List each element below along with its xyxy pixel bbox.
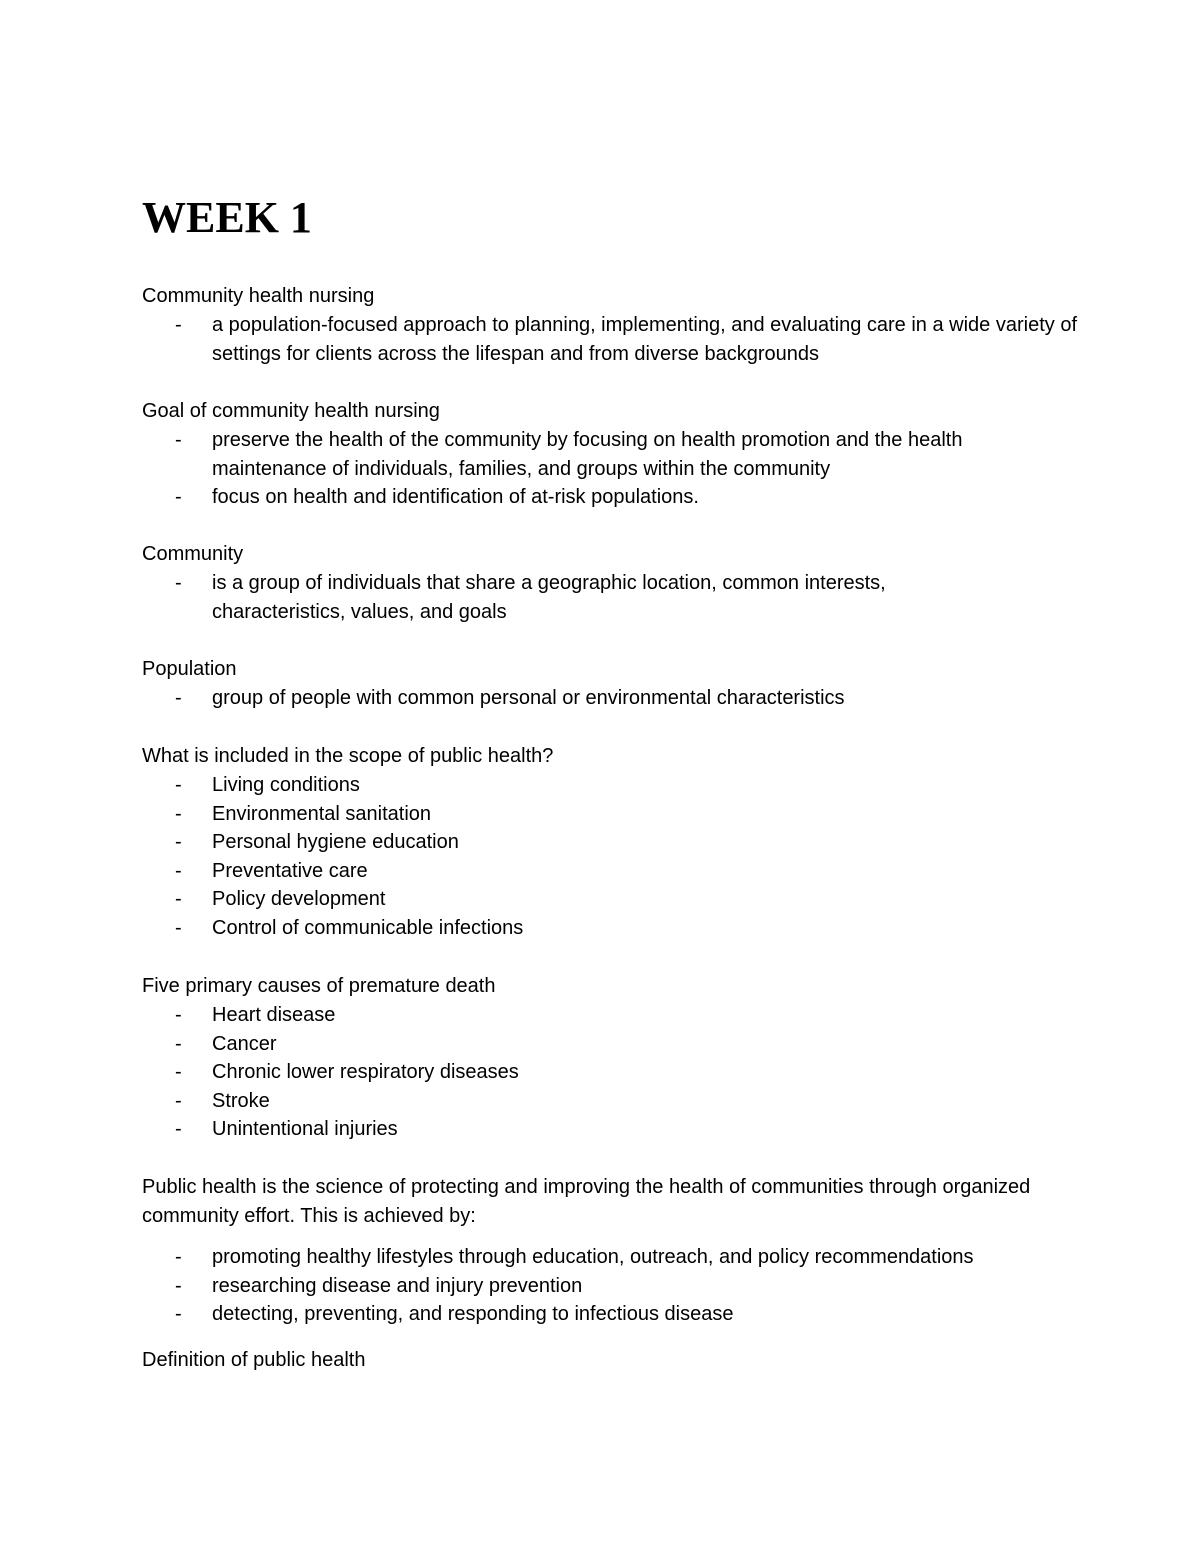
section-heading: Five primary causes of premature death (142, 975, 496, 997)
bullet-dash: - (175, 572, 182, 594)
bullet-dash: - (175, 831, 182, 853)
section-community-health-nursing (142, 282, 1082, 368)
bullet-dash: - (175, 1004, 182, 1026)
section-public-health-achieved-by (142, 1173, 1042, 1329)
bullet-dash: - (175, 774, 182, 796)
list-item: - detecting, preventing, and responding to infectious disease (142, 1300, 1042, 1329)
bullet-list (142, 569, 1082, 626)
section-heading: What is included in the scope of public health? (142, 745, 554, 767)
bullet-list (142, 426, 1082, 512)
bullet-dash: - (175, 687, 182, 709)
bullet-dash: - (175, 1061, 182, 1083)
section-scope-of-public-health (142, 742, 1082, 942)
list-item: - Control of communicable infections (142, 914, 1082, 943)
section-heading: Definition of public health (142, 1349, 366, 1371)
section-heading: Community (142, 543, 244, 565)
bullet-dash: - (175, 486, 182, 508)
bullet-list (142, 684, 1082, 713)
list-item: - Personal hygiene education (142, 828, 1082, 857)
page-title: WEEK 1 (142, 193, 312, 242)
bullet-dash: - (175, 429, 182, 451)
section-heading: Goal of community health nursing (142, 400, 440, 422)
list-item: - Stroke (142, 1087, 1082, 1116)
section-causes-of-premature-death (142, 972, 1082, 1144)
section-goal-of-community-health-nursing (142, 397, 1082, 512)
bullet-dash: - (175, 314, 182, 336)
list-item: - focus on health and identification of at-risk populations. (142, 483, 1082, 512)
bullet-list (142, 1243, 1042, 1329)
bullet-dash: - (175, 1303, 182, 1325)
bullet-dash: - (175, 1118, 182, 1140)
bullet-list (142, 771, 1082, 942)
bullet-dash: - (175, 1032, 182, 1055)
bullet-dash: - (175, 916, 182, 939)
bullet-list (142, 1001, 1082, 1144)
bullet-dash: - (175, 1274, 182, 1297)
section-heading: Population (142, 658, 237, 680)
list-item: - preserve the health of the community by focusing on health promotion and the health maintenance of individuals, families, and groups within the community (142, 426, 1082, 483)
list-item: - Chronic lower respiratory diseases (142, 1058, 1082, 1087)
list-item: - Preventative care (142, 857, 1082, 886)
bullet-dash: - (175, 802, 182, 825)
list-item: - Unintentional injuries (142, 1115, 1082, 1144)
section-heading: Community health nursing (142, 285, 375, 307)
bullet-dash: - (175, 888, 182, 910)
list-item: - promoting healthy lifestyles through education, outreach, and policy recommendations (142, 1243, 1042, 1272)
bullet-dash: - (175, 1246, 182, 1268)
bullet-list (142, 311, 1082, 368)
list-item: - group of people with common personal or environmental characteristics (142, 684, 1082, 713)
list-item: - is a group of individuals that share a geographic location, common interests, characteristics, values, and goals (142, 569, 1082, 626)
list-item: - Environmental sanitation (142, 800, 1082, 829)
section-community (142, 540, 1082, 626)
list-item: - a population-focused approach to planning, implementing, and evaluating care in a wide variety of settings for clients across the lifespan and from diverse backgrounds (142, 311, 1082, 368)
section-population (142, 655, 1082, 713)
list-item: - Policy development (142, 885, 1082, 914)
section-definition-of-public-health (142, 1346, 1082, 1375)
list-item: - Cancer (142, 1030, 1082, 1059)
list-item: - researching disease and injury prevention (142, 1272, 1042, 1301)
list-item: - Living conditions (142, 771, 1082, 800)
list-item: - Heart disease (142, 1001, 1082, 1030)
bullet-dash: - (175, 1089, 182, 1112)
bullet-dash: - (175, 859, 182, 882)
body-paragraph: Public health is the science of protecting and improving the health of communities through organized community effort. This is achieved by: (142, 1176, 1031, 1227)
